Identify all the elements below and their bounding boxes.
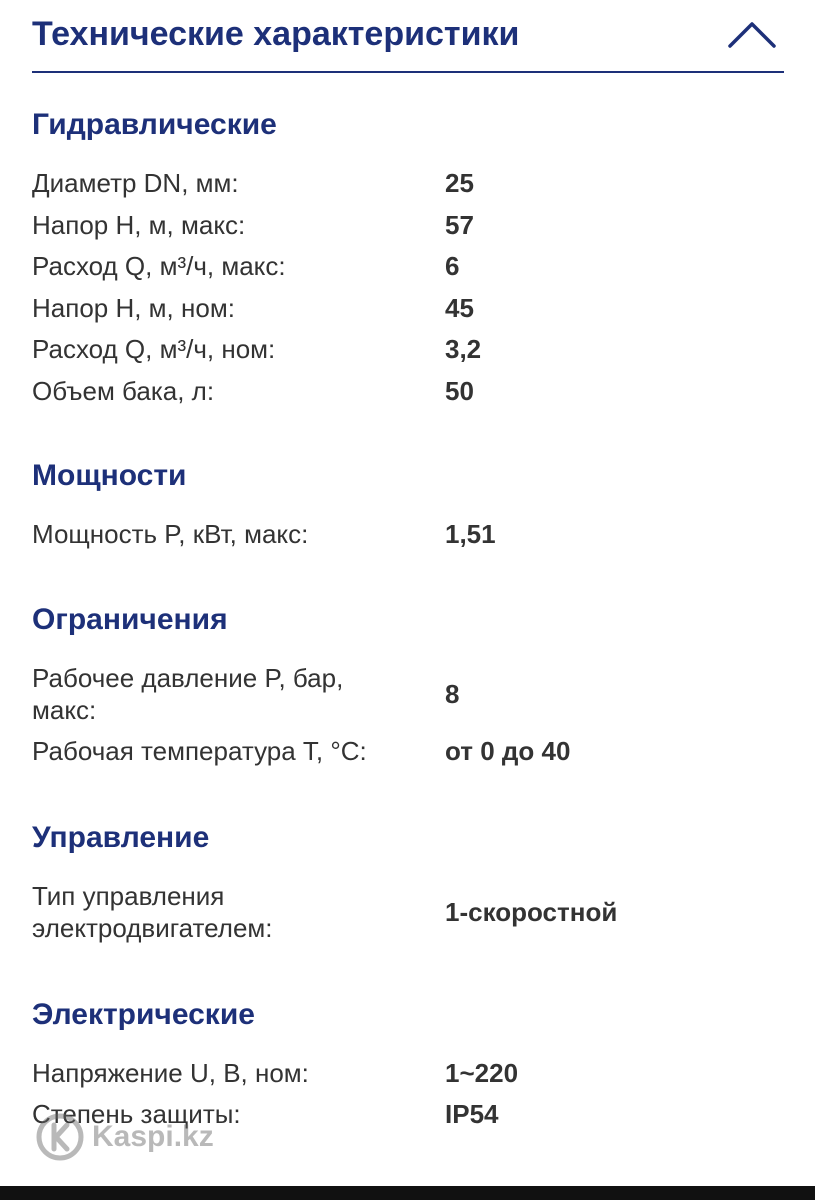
spec-label: Тип управления электродвигателем: [32, 881, 273, 943]
spec-value: 8 [445, 679, 460, 709]
section-electrical [32, 997, 792, 1130]
spec-label: Объем бака, л: [32, 375, 215, 406]
section-title: Гидравлические [32, 108, 277, 141]
section-control [32, 820, 792, 944]
spec-label: Расход Q, м³/ч, макс: [32, 251, 286, 281]
section-title: Управление [32, 821, 210, 854]
spec-value: 3,2 [445, 334, 482, 364]
spec-label: Диаметр DN, мм: [32, 168, 239, 198]
spec-row [32, 292, 792, 324]
spec-label: Рабочее давление P, бар, макс: [32, 663, 344, 725]
spec-row [32, 333, 792, 365]
spec-value: 25 [445, 168, 474, 198]
spec-value: 45 [445, 292, 474, 323]
spec-label: Степень защиты: [32, 1099, 241, 1129]
spec-value: 1~220 [445, 1058, 519, 1088]
spec-row [32, 880, 792, 944]
spec-label: Напряжение U, В, ном: [32, 1058, 309, 1088]
spec-value: 50 [445, 375, 474, 406]
spec-row [32, 375, 792, 407]
spec-row [32, 167, 792, 199]
spec-row [32, 1057, 792, 1089]
spec-row [32, 518, 792, 550]
spec-label: Рабочая температура T, °C: [32, 736, 367, 766]
spec-label: Расход Q, м³/ч, ном: [32, 334, 276, 364]
section-limits [32, 602, 792, 767]
spec-value: от 0 до 40 [445, 736, 571, 766]
specs-header [32, 0, 784, 73]
section-title: Электрические [32, 998, 255, 1031]
section-power [32, 458, 792, 550]
section-title: Мощности [32, 459, 187, 492]
kaspi-logo-icon [36, 1113, 84, 1161]
collapse-button[interactable] [726, 18, 778, 52]
spec-value: IP54 [445, 1099, 499, 1129]
spec-label: Напор H, м, ном: [32, 292, 235, 323]
spec-row [32, 250, 792, 282]
spec-value: 1,51 [445, 519, 496, 549]
kaspi-watermark [36, 1113, 214, 1161]
section-hydraulic [32, 107, 792, 407]
spec-value: 6 [445, 251, 460, 281]
spec-label: Мощность P, кВт, макс: [32, 519, 309, 549]
spec-row [32, 209, 792, 241]
spec-value: 57 [445, 209, 474, 240]
section-title: Ограничения [32, 603, 228, 636]
bottom-bar [0, 1186, 815, 1200]
spec-row [32, 662, 792, 726]
spec-row [32, 735, 792, 767]
chevron-up-icon [726, 18, 778, 52]
page-title: Технические характеристики [32, 15, 520, 53]
spec-value: 1-скоростной [445, 897, 618, 927]
watermark-text: Kaspi.kz [92, 1120, 214, 1153]
spec-label: Напор H, м, макс: [32, 209, 246, 240]
